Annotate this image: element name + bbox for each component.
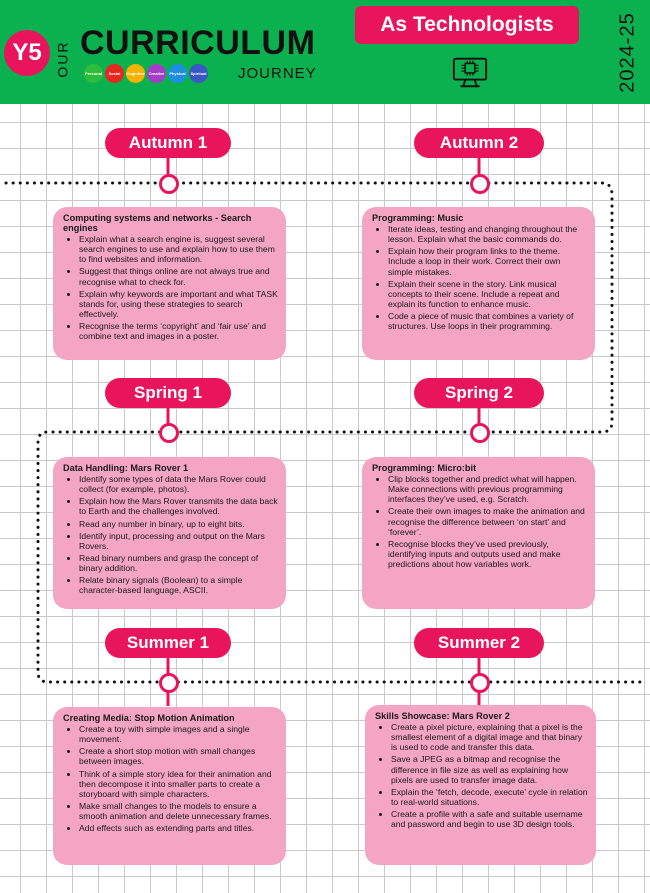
term-label-autumn-1: Autumn 1: [105, 128, 231, 158]
card-point: • Create a pixel picture, explaining that a pixel is the smallest element of a digital image and that binary is used to code and transfer this data.: [391, 722, 588, 752]
term-label-spring-2: Spring 2: [414, 378, 544, 408]
subject-banner: As Technologists: [355, 6, 579, 44]
card-point: • Save a JPEG as a bitmap and recognise the difference in file size as well as explaining how pixels are used to transfer image data.: [391, 754, 588, 784]
card-point: • Create their own images to make the animation and recognise the difference between ‘on start’ and ‘forever’.: [388, 506, 587, 536]
card-title: Programming: Music: [372, 213, 464, 223]
physical-dot: Physical: [168, 64, 187, 83]
year-group-badge: Y5: [4, 30, 50, 76]
summer-1-card: [53, 707, 286, 865]
card-point: • Explain how the Mars Rover transmits the data back to Earth and the challenges involved.: [79, 496, 278, 516]
path-node: [470, 423, 490, 443]
card-point: • Make small changes to the models to ensure a smooth animation and delete unnecessary frames.: [79, 801, 278, 821]
path-node: [159, 423, 179, 443]
summer-2-card: [365, 705, 596, 865]
card-point: • Recognise blocks they’ve used previously, identifying inputs and outputs used and make predictions about how variables work.: [388, 539, 587, 569]
card-point: • Iterate ideas, testing and changing throughout the lesson. Explain what the basic commands do.: [388, 224, 587, 244]
journey-label: JOURNEY: [238, 65, 317, 82]
card-title: Programming: Micro:bit: [372, 463, 477, 473]
card-point: • Clip blocks together and predict what will happen. Make connections with previous programming interfaces they’ve used, e.g. Scratch.: [388, 474, 587, 504]
card-point: • Think of a simple story idea for their animation and then decompose it into smaller parts to create a storyboard with simple characters.: [79, 769, 278, 799]
card-point: • Create a profile with a safe and suitable username and password and begin to use 3D design tools.: [391, 809, 588, 829]
card-title: Creating Media: Stop Motion Animation: [63, 713, 235, 723]
card-point: • Explain how their program links to the theme. Include a loop in their work. Correct their own simple mistakes.: [388, 246, 587, 276]
academic-year-text: 2024-25: [616, 11, 639, 93]
card-point: • Identify some types of data the Mars Rover could collect (for example, photos).: [79, 474, 278, 494]
card-point: • Suggest that things online are not always true and recognise what to check for.: [79, 266, 278, 286]
card-point: • Explain the ‘fetch, decode, execute’ cycle in relation to real-world situations.: [391, 787, 588, 807]
card-title: Computing systems and networks - Search engines: [63, 213, 252, 233]
spring-1-card: [53, 457, 286, 609]
social-dot: Social: [105, 64, 124, 83]
curriculum-title: CURRICULUM: [80, 24, 316, 62]
our-text: OUR: [55, 40, 71, 78]
card-point: • Add effects such as extending parts and titles.: [79, 823, 278, 833]
path-node: [470, 673, 490, 693]
term-label-spring-1: Spring 1: [105, 378, 231, 408]
path-node: [470, 174, 490, 194]
path-node: [159, 174, 179, 194]
card-point: • Identify input, processing and output on the Mars Rovers.: [79, 531, 278, 551]
card-point: • Explain their scene in the story. Link musical concepts to their scene. Include a repeat and explain its function to enhance music.: [388, 279, 587, 309]
card-title: Skills Showcase: Mars Rover 2: [375, 711, 510, 721]
cognitive-dot: Cognitive: [126, 64, 145, 83]
card-point: • Recognise the terms ‘copyright’ and ‘fair use’ and combine text and images in a poster.: [79, 321, 278, 341]
autumn-1-card: [53, 207, 286, 360]
card-point: • Create a short stop motion with small changes between images.: [79, 746, 278, 766]
autumn-2-card: [362, 207, 595, 360]
card-point: • Relate binary signals (Boolean) to a simple character-based language, ASCII.: [79, 575, 278, 595]
term-label-summer-1: Summer 1: [105, 628, 231, 658]
card-point: • Read any number in binary, up to eight bits.: [79, 519, 278, 529]
term-label-autumn-2: Autumn 2: [414, 128, 544, 158]
card-point: • Code a piece of music that combines a variety of structures. Use loops in their programming.: [388, 311, 587, 331]
path-node: [159, 673, 179, 693]
card-point: • Read binary numbers and grasp the concept of binary addition.: [79, 553, 278, 573]
term-label-summer-2: Summer 2: [414, 628, 544, 658]
card-point: • Create a toy with simple images and a single movement.: [79, 724, 278, 744]
personal-dot: Personal: [84, 64, 103, 83]
card-title: Data Handling: Mars Rover 1: [63, 463, 189, 473]
spring-2-card: [362, 457, 595, 609]
creative-dot: Creative: [147, 64, 166, 83]
card-point: • Explain what a search engine is, suggest several search engines to use and explain how to use them to find websites and information.: [79, 234, 278, 264]
spiritual-dot: Spiritual: [189, 64, 208, 83]
card-point: • Explain why keywords are important and what TASK stands for, using these strategies to search effectively.: [79, 289, 278, 319]
